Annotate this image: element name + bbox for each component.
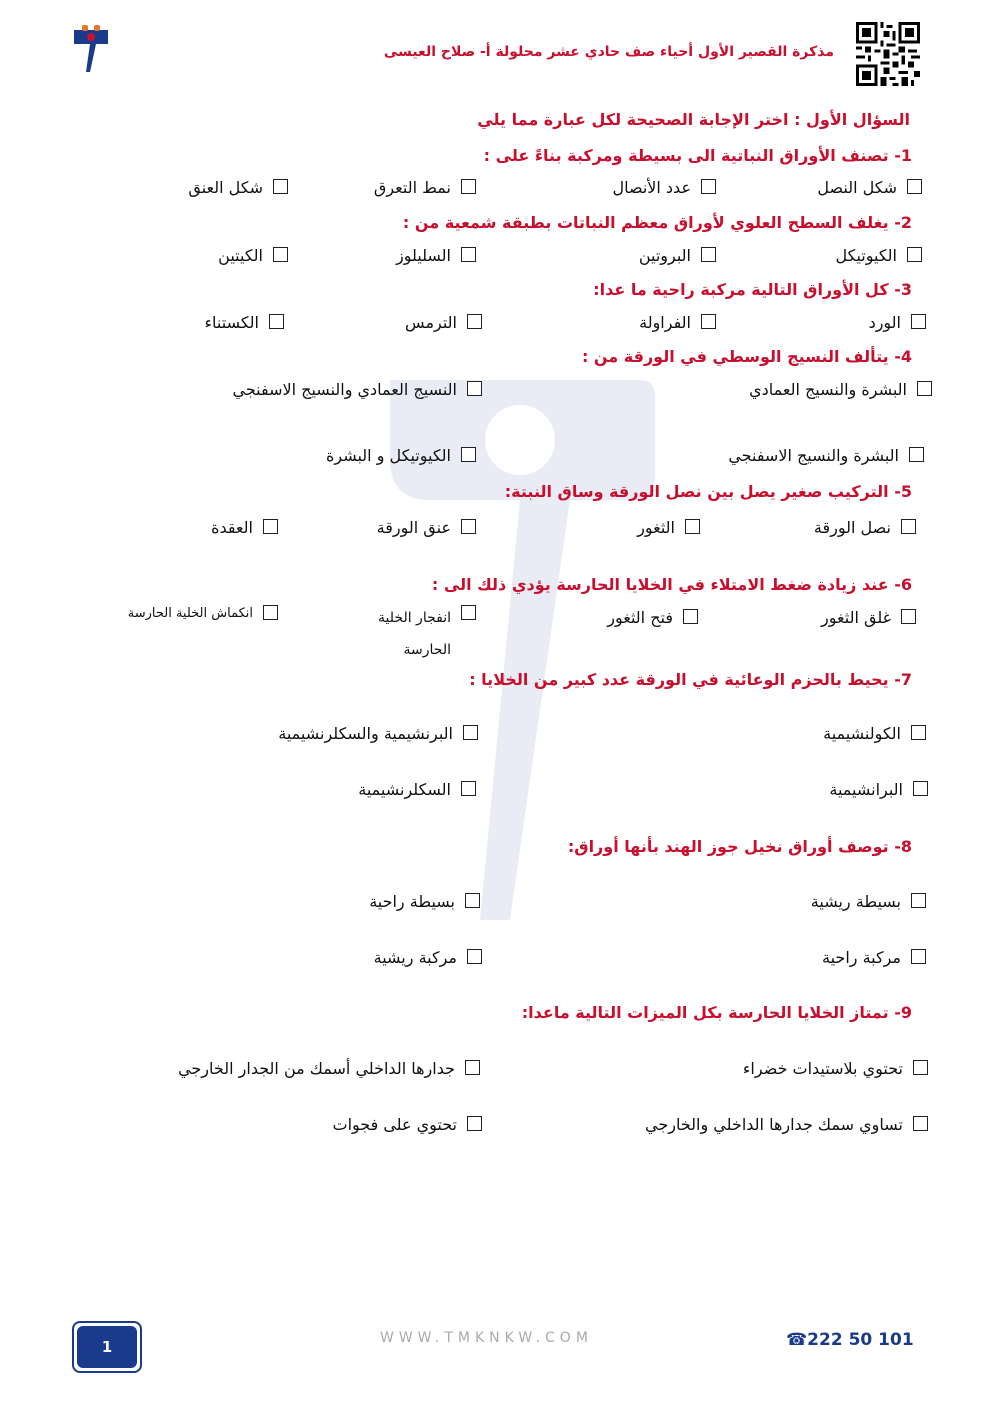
checkbox[interactable]: [685, 519, 700, 534]
qr-code: [856, 22, 920, 86]
option-6c[interactable]: انفجار الخلية الحارسة: [341, 602, 476, 666]
option-2d[interactable]: الكيتين: [218, 244, 288, 268]
checkbox[interactable]: [461, 605, 476, 620]
checkbox[interactable]: [701, 314, 716, 329]
checkbox[interactable]: [917, 381, 932, 396]
option-9c[interactable]: تساوي سمك جدارها الداخلي والخارجي: [645, 1113, 928, 1137]
checkbox[interactable]: [907, 247, 922, 262]
option-3a[interactable]: الورد: [869, 311, 926, 335]
option-1c[interactable]: نمط التعرق: [374, 176, 476, 200]
checkbox[interactable]: [911, 949, 926, 964]
option-1b[interactable]: عدد الأنصال: [612, 176, 716, 200]
option-3d[interactable]: الكستناء: [205, 311, 284, 335]
option-2a[interactable]: الكيوتيكل: [836, 244, 922, 268]
checkbox[interactable]: [461, 519, 476, 534]
checkbox[interactable]: [273, 247, 288, 262]
website-url[interactable]: WWW.TMKNKW.COM: [380, 1330, 593, 1346]
option-3c[interactable]: الترمس: [405, 311, 482, 335]
section-title: السؤال الأول : اختر الإجابة الصحيحة لكل عبارة مما يلي: [477, 110, 910, 129]
option-8c[interactable]: مركبة راحية: [822, 946, 926, 970]
option-5d[interactable]: العقدة: [211, 516, 278, 540]
checkbox[interactable]: [461, 179, 476, 194]
checkbox[interactable]: [701, 247, 716, 262]
page-number: 1: [77, 1326, 137, 1368]
question-3: 3- كل الأوراق التالية مركبة راحية ما عدا:: [593, 280, 912, 299]
option-6b[interactable]: فتح الثغور: [607, 606, 698, 630]
checkbox[interactable]: [683, 609, 698, 624]
checkbox[interactable]: [913, 1116, 928, 1131]
option-7d[interactable]: السكلرنشيمية: [358, 778, 476, 802]
question-9: 9- تمتاز الخلايا الحارسة بكل الميزات التالية ماعدا:: [521, 1003, 912, 1022]
option-4b[interactable]: النسيج العمادي والنسيج الاسفنجي: [232, 378, 482, 402]
checkbox[interactable]: [911, 314, 926, 329]
question-2: 2- يغلف السطح العلوي لأوراق معظم النباتات بطبقة شمعية من :: [402, 213, 912, 232]
question-5: 5- التركيب صغير يصل بين نصل الورقة وساق النبتة:: [504, 482, 912, 501]
checkbox[interactable]: [913, 781, 928, 796]
checkbox[interactable]: [467, 381, 482, 396]
option-5c[interactable]: عنق الورقة: [377, 516, 476, 540]
option-5b[interactable]: الثغور: [637, 516, 700, 540]
checkbox[interactable]: [269, 314, 284, 329]
option-7b[interactable]: البرنشيمية والسكلرنشيمية: [278, 722, 478, 746]
option-8d[interactable]: مركبة ريشية: [374, 946, 482, 970]
option-5a[interactable]: نصل الورقة: [814, 516, 916, 540]
option-7a[interactable]: الكولنشيمية: [823, 722, 926, 746]
checkbox[interactable]: [901, 519, 916, 534]
question-1: 1- تصنف الأوراق النباتية الى بسيطة ومركبة بناءً على :: [483, 146, 912, 165]
checkbox[interactable]: [263, 519, 278, 534]
checkbox[interactable]: [467, 949, 482, 964]
question-6: 6- عند زيادة ضغط الامتلاء في الخلايا الحارسة يؤدي ذلك الى :: [431, 575, 912, 594]
option-8a[interactable]: بسيطة ريشية: [811, 890, 926, 914]
option-2c[interactable]: السليلوز: [396, 244, 476, 268]
option-8b[interactable]: بسيطة راحية: [369, 890, 480, 914]
option-4a[interactable]: البشرة والنسيج العمادي: [749, 378, 932, 402]
checkbox[interactable]: [467, 1116, 482, 1131]
checkbox[interactable]: [461, 781, 476, 796]
checkbox[interactable]: [911, 725, 926, 740]
option-9b[interactable]: جدارها الداخلي أسمك من الجدار الخارجي: [178, 1057, 480, 1081]
checkbox[interactable]: [913, 1060, 928, 1075]
page-number-box: [72, 1321, 142, 1373]
option-6a[interactable]: غلق الثغور: [821, 606, 916, 630]
option-7c[interactable]: البرانشيمية: [829, 778, 928, 802]
question-8: 8- توصف أوراق نخيل جوز الهند بأنها أوراق:: [567, 837, 912, 856]
option-9d[interactable]: تحتوي على فجوات: [333, 1113, 483, 1137]
option-1d[interactable]: شكل العنق: [188, 176, 288, 200]
checkbox[interactable]: [263, 605, 278, 620]
checkbox[interactable]: [909, 447, 924, 462]
checkbox[interactable]: [463, 725, 478, 740]
checkbox[interactable]: [907, 179, 922, 194]
option-1a[interactable]: شكل النصل: [817, 176, 922, 200]
checkbox[interactable]: [911, 893, 926, 908]
option-4c[interactable]: البشرة والنسيج الاسفنجي: [728, 444, 924, 468]
checkbox[interactable]: [461, 247, 476, 262]
option-2b[interactable]: البروتين: [639, 244, 716, 268]
question-4: 4- يتألف النسيج الوسطي في الورقة من :: [581, 347, 912, 366]
brand-logo: [70, 22, 112, 74]
checkbox[interactable]: [467, 314, 482, 329]
phone-number[interactable]: ☎222 50 101: [786, 1330, 914, 1350]
checkbox[interactable]: [461, 447, 476, 462]
checkbox[interactable]: [465, 1060, 480, 1075]
checkbox[interactable]: [901, 609, 916, 624]
checkbox[interactable]: [701, 179, 716, 194]
option-3b[interactable]: الفراولة: [639, 311, 716, 335]
document-title: مذكرة القصير الأول أحياء صف حادي عشر محلولة أ- صلاح العيسى: [383, 44, 834, 60]
checkbox[interactable]: [465, 893, 480, 908]
checkbox[interactable]: [273, 179, 288, 194]
option-9a[interactable]: تحتوي بلاستيدات خضراء: [743, 1057, 928, 1081]
question-7: 7- يحيط بالحزم الوعائية في الورقة عدد كبير من الخلايا :: [469, 670, 912, 689]
option-4d[interactable]: الكيوتيكل و البشرة: [326, 444, 476, 468]
option-6d[interactable]: انكماش الخلية الحارسة: [128, 602, 278, 626]
